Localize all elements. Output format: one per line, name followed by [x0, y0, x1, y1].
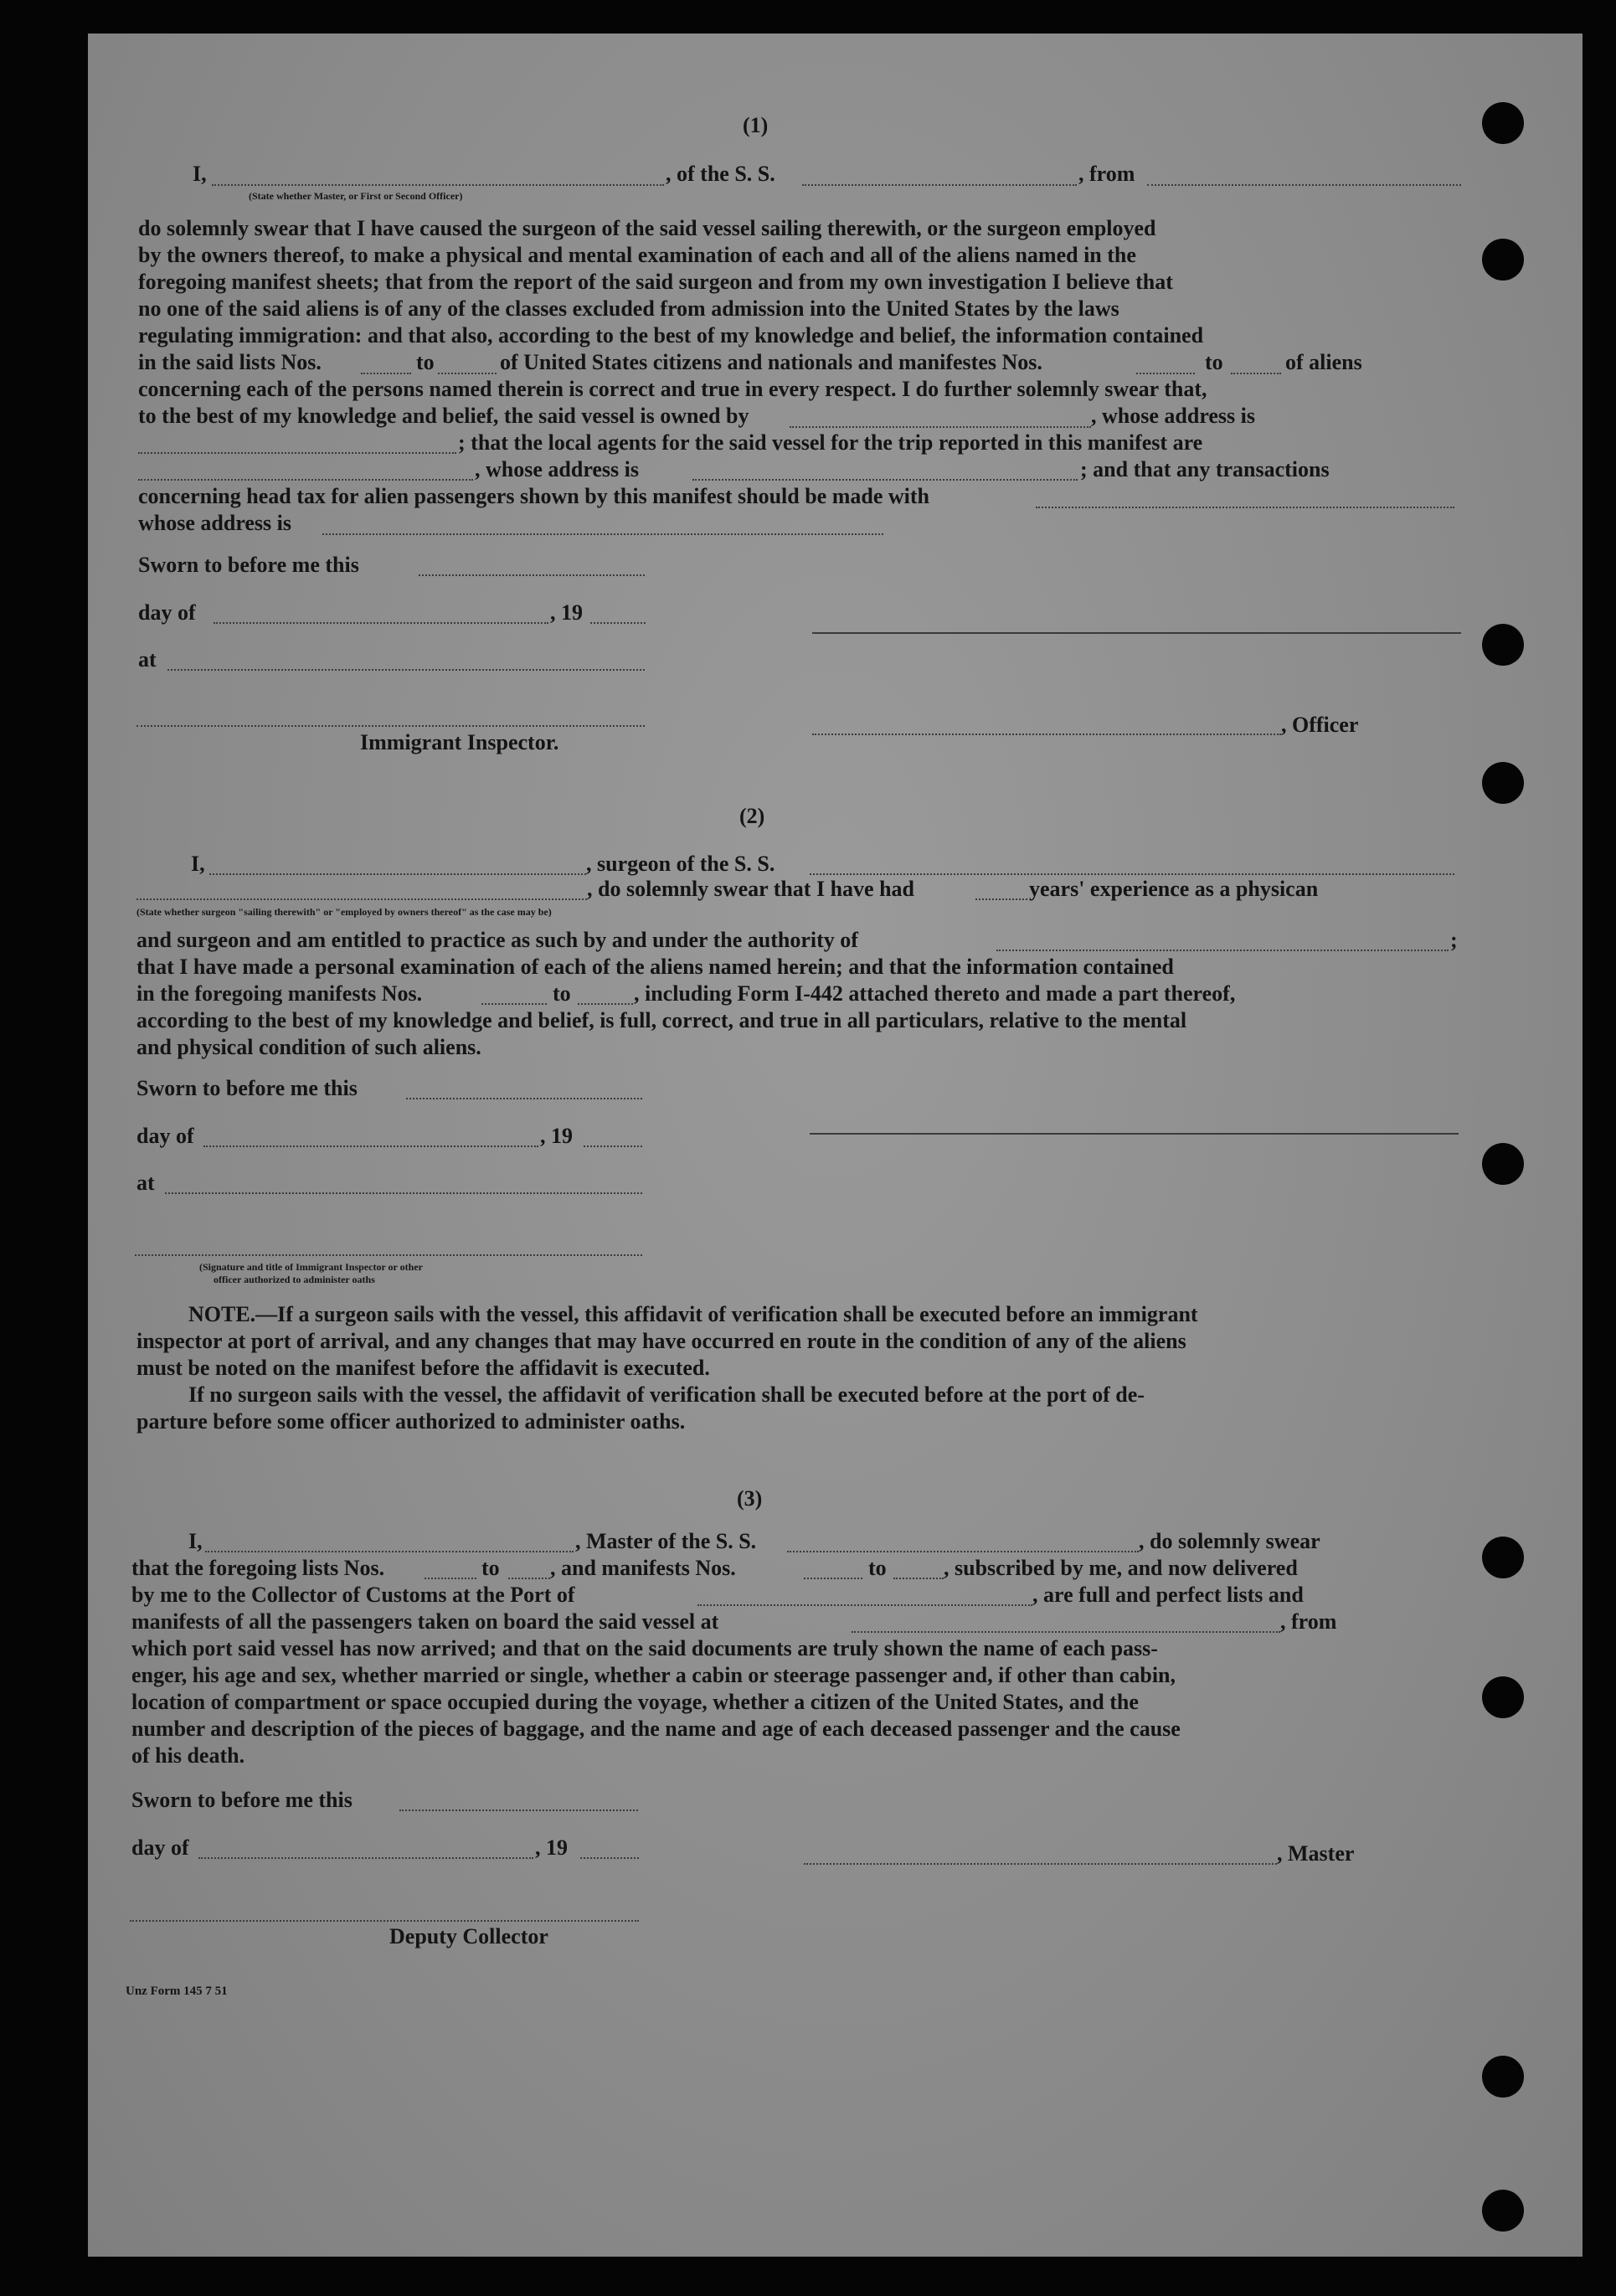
inspector-label: Immigrant Inspector. — [360, 730, 559, 754]
manifests-to-field[interactable] — [578, 1003, 633, 1005]
master-note: (State whether Master, or First or Second Officer) — [249, 190, 463, 202]
day-of-label: day of — [131, 1835, 189, 1860]
text-line: concerning head tax for alien passengers shown by this manifest should be made with — [138, 484, 930, 508]
binder-hole — [1482, 1537, 1524, 1578]
sworn-place-field[interactable] — [165, 1192, 642, 1194]
form-id: Unz Form 145 7 51 — [126, 1985, 228, 1998]
master-signature-field[interactable] — [804, 1863, 1277, 1865]
manifests-from-field[interactable] — [1136, 373, 1195, 374]
text-line: ; — [1450, 928, 1458, 952]
surgeon-note: (State whether surgeon "sailing therewith" or "employed by owners thereof" as the case may be) — [136, 906, 552, 918]
text-line: in the said lists Nos. — [138, 350, 322, 374]
sworn-place-field[interactable] — [167, 669, 645, 671]
sworn-month-field[interactable] — [198, 1857, 533, 1859]
sworn-day-field[interactable] — [406, 1098, 642, 1099]
surgeon-signature-line[interactable] — [810, 1133, 1459, 1135]
text-line: enger, his age and sex, whether married or single, whether a cabin or steerage passenger and, if other than cabin, — [131, 1663, 1176, 1687]
text-line: to — [416, 350, 435, 374]
text-line: to the best of my knowledge and belief, the said vessel is owned by — [138, 404, 749, 428]
lists-to-field[interactable] — [508, 1578, 550, 1579]
lists-from-field[interactable] — [425, 1578, 476, 1579]
authority-field[interactable] — [996, 950, 1449, 951]
signature-note: (Signature and title of Immigrant Inspector or other — [199, 1261, 423, 1273]
text-line: by the owners thereof, to make a physical and mental examination of each and all of the aliens named in the — [138, 243, 1136, 267]
surgeon-status-field[interactable] — [136, 898, 587, 900]
manifests-to-field[interactable] — [893, 1578, 944, 1579]
text-line: to — [1205, 350, 1223, 374]
text-line: do solemnly swear that I have caused the surgeon of the said vessel sailing therewith, or the surgeon employed — [138, 216, 1156, 240]
inspector-signature-line[interactable] — [136, 725, 645, 727]
binder-hole — [1482, 1143, 1524, 1185]
sworn-label: Sworn to before me this — [136, 1076, 358, 1100]
surgeon-name-field[interactable] — [209, 873, 586, 875]
section-1-number: (1) — [743, 113, 769, 137]
officer-label: , Officer — [1281, 713, 1359, 737]
form-page — [88, 33, 1583, 2257]
master-of-label: , Master of the S. S. — [575, 1529, 757, 1553]
binder-hole — [1482, 102, 1524, 144]
oath-i: I, — [191, 852, 205, 876]
binder-hole — [1482, 2056, 1524, 2098]
manifests-from-field[interactable] — [804, 1578, 862, 1579]
note-text: parture before some officer authorized to administer oaths. — [136, 1409, 686, 1434]
binder-hole — [1482, 762, 1524, 804]
text-line: , whose address is — [1091, 404, 1256, 428]
at-label: at — [138, 647, 157, 672]
sworn-year-field[interactable] — [580, 1857, 639, 1859]
text-line: by me to the Collector of Customs at the Port of — [131, 1583, 575, 1607]
sworn-month-field[interactable] — [214, 622, 548, 624]
text-line: of United States citizens and nationals and manifestes Nos. — [500, 350, 1042, 374]
sworn-label: Sworn to before me this — [138, 553, 359, 577]
text-line: , are full and perfect lists and — [1032, 1583, 1304, 1607]
officer-signature-line[interactable] — [812, 632, 1461, 634]
text-line: , including Form I-442 attached thereto and made a part thereof, — [634, 981, 1236, 1006]
text-line: foregoing manifest sheets; that from the report of the said surgeon and from my own investigation I believe that — [138, 270, 1173, 294]
text-line: , subscribed by me, and now delivered — [944, 1556, 1298, 1580]
text-line: number and description of the pieces of baggage, and the name and age of each deceased passenger and the cause — [131, 1717, 1181, 1741]
years-experience-field[interactable] — [975, 898, 1027, 900]
text-line: of his death. — [131, 1743, 245, 1768]
binder-hole — [1482, 239, 1524, 281]
sworn-year-field[interactable] — [584, 1145, 642, 1147]
text-line: manifests of all the passengers taken on board the said vessel at — [131, 1609, 719, 1634]
binder-hole — [1482, 1676, 1524, 1718]
officer-title-field[interactable] — [812, 734, 1281, 735]
note-text: must be noted on the manifest before the affidavit is executed. — [136, 1356, 710, 1380]
day-of-label: day of — [136, 1124, 194, 1148]
text-line: and surgeon and am entitled to practice as such by and under the authority of — [136, 928, 858, 952]
text-line: whose address is — [138, 511, 292, 535]
oath-i: I, — [193, 162, 207, 186]
signature-note: officer authorized to administer oaths — [214, 1274, 375, 1285]
text-line: which port said vessel has now arrived; and that on the said documents are truly shown the name of each pass- — [131, 1636, 1158, 1660]
day-of-label: day of — [138, 600, 196, 625]
text-line: and physical condition of such aliens. — [136, 1035, 481, 1059]
port-field[interactable] — [697, 1604, 1032, 1606]
years-label: years' experience as a physican — [1029, 877, 1319, 901]
sworn-day-field[interactable] — [419, 574, 645, 576]
text-line: to — [481, 1556, 500, 1580]
manifests-from-field[interactable] — [481, 1003, 547, 1005]
oath-i: I, — [188, 1529, 203, 1553]
binder-hole — [1482, 2190, 1524, 2232]
lists-from-field[interactable] — [361, 373, 411, 374]
of-ss-label: , of the S. S. — [666, 162, 775, 186]
at-label: at — [136, 1171, 155, 1195]
officer-name-field[interactable] — [212, 184, 664, 186]
text-line: that the foregoing lists Nos. — [131, 1556, 385, 1580]
deputy-label: Deputy Collector — [389, 1924, 548, 1949]
vessel-name-field[interactable] — [802, 184, 1077, 186]
text-line: to — [553, 981, 571, 1006]
text-line: regulating immigration: and that also, according to the best of my knowledge and belief, the information contained — [138, 323, 1204, 347]
text-line: , from — [1280, 1609, 1337, 1634]
embark-port-field[interactable] — [852, 1631, 1280, 1633]
section-3-number: (3) — [737, 1486, 763, 1511]
from-port-field[interactable] — [1147, 184, 1461, 186]
vessel-name-field[interactable] — [810, 873, 1454, 875]
lists-to-field[interactable] — [438, 373, 497, 374]
text-line: concerning each of the persons named therein is correct and true in every respect. I do further solemnly swear that, — [138, 377, 1207, 401]
text-line: , whose address is — [475, 457, 640, 481]
owner-field[interactable] — [790, 426, 1091, 428]
owner-address-field[interactable] — [138, 452, 456, 454]
text-line: of aliens — [1285, 350, 1362, 374]
sworn-month-field[interactable] — [203, 1145, 538, 1147]
note-text: inspector at port of arrival, and any changes that may have occurred en route in the condition of any of the aliens — [136, 1329, 1186, 1353]
from-label: , from — [1078, 162, 1135, 186]
text-line: to — [868, 1556, 887, 1580]
text-line: that I have made a personal examination of each of the aliens named herein; and that the information contained — [136, 955, 1174, 979]
text-line: no one of the said aliens is of any of the classes excluded from admission into the United States by the laws — [138, 296, 1119, 321]
text-line: in the foregoing manifests Nos. — [136, 981, 423, 1006]
master-label: , Master — [1277, 1841, 1355, 1866]
text-line: ; that the local agents for the said vessel for the trip reported in this manifest are — [458, 430, 1203, 455]
surgeon-of-label: , surgeon of the S. S. — [586, 852, 775, 876]
text-line: , and manifests Nos. — [550, 1556, 736, 1580]
vessel-name-field[interactable] — [787, 1551, 1139, 1552]
deputy-signature-line[interactable] — [130, 1920, 639, 1922]
section-2-number: (2) — [739, 804, 765, 828]
head-tax-contact-field[interactable] — [1036, 507, 1454, 508]
binder-hole — [1482, 624, 1524, 666]
inspector-signature-line[interactable] — [135, 1254, 642, 1256]
agents-address-field[interactable] — [692, 479, 1078, 481]
sworn-year-field[interactable] — [590, 622, 646, 624]
text-line: location of compartment or space occupied during the voyage, whether a citizen of the United States, and the — [131, 1690, 1139, 1714]
year-label: , 19 — [540, 1124, 573, 1148]
sworn-day-field[interactable] — [399, 1810, 638, 1811]
text-line: according to the best of my knowledge and belief, is full, correct, and true in all particulars, relative to the mental — [136, 1008, 1187, 1032]
note-text: If no surgeon sails with the vessel, the affidavit of verification shall be executed before at the port of de- — [188, 1382, 1145, 1407]
text-line: ; and that any transactions — [1080, 457, 1330, 481]
manifests-to-field[interactable] — [1231, 373, 1281, 374]
master-name-field[interactable] — [205, 1551, 574, 1552]
year-label: , 19 — [550, 600, 583, 625]
swear-label: , do solemnly swear — [1139, 1529, 1320, 1553]
sworn-label: Sworn to before me this — [131, 1788, 353, 1812]
year-label: , 19 — [535, 1835, 568, 1860]
local-agents-field[interactable] — [138, 479, 473, 481]
note-text: NOTE.—If a surgeon sails with the vessel, this affidavit of verification shall be executed before an immigrant — [188, 1302, 1198, 1326]
head-tax-address-field[interactable] — [322, 533, 883, 535]
swear-label: , do solemnly swear that I have had — [587, 877, 915, 901]
